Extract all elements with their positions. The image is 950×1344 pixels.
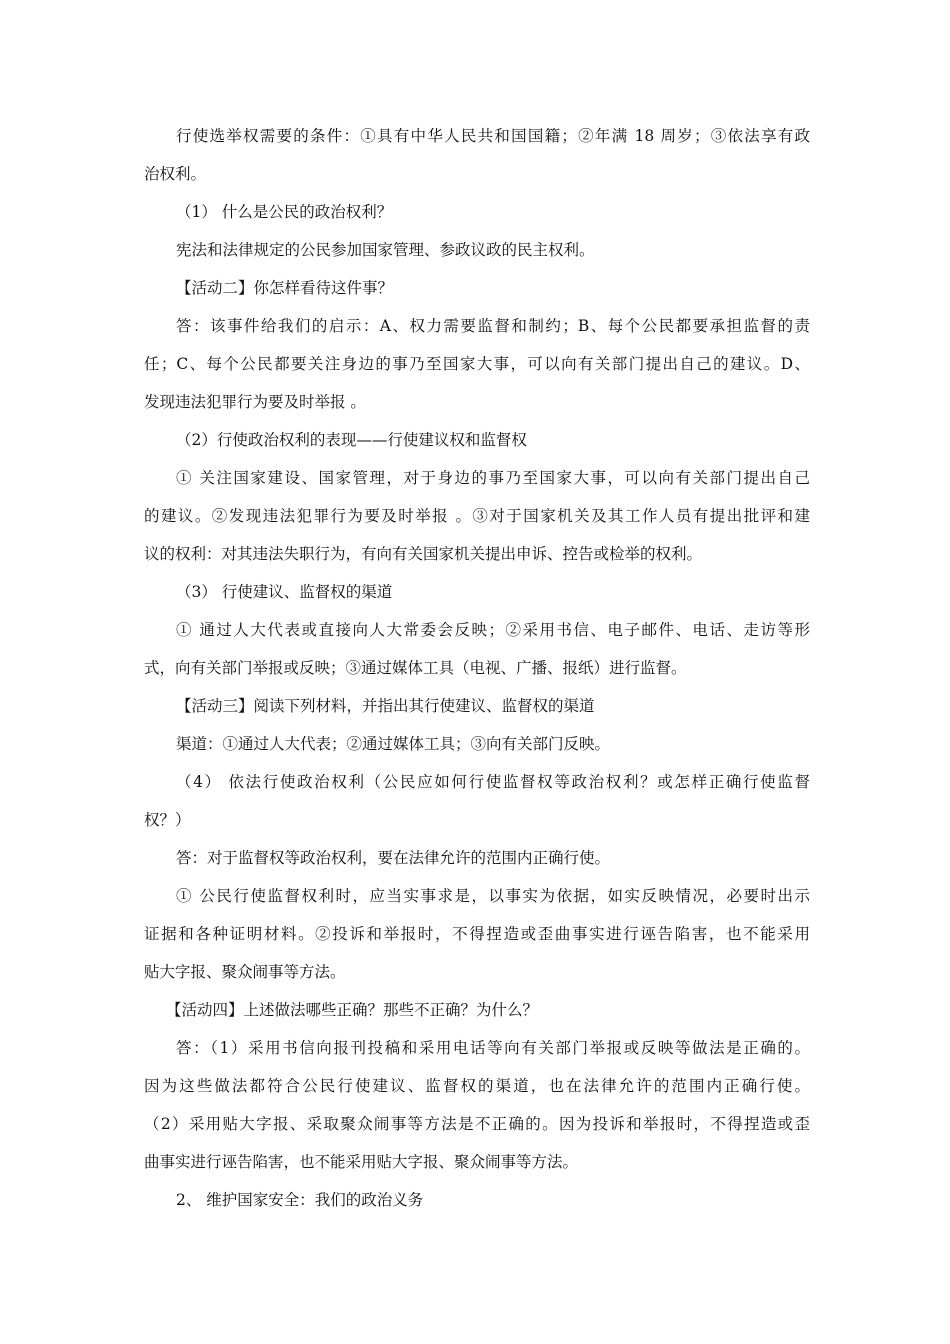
question-2-body-line-3: 议的权利：对其违法失职行为，有向有关国家机关提出申诉、控告或检举的权利。: [144, 545, 703, 563]
question-1-heading: （1） 什么是公民的政治权利？: [176, 203, 393, 221]
question-1-answer: 宪法和法律规定的公民参加国家管理、参政议政的民主权利。: [176, 241, 595, 259]
section-2-heading: 2、 维护国家安全：我们的政治义务: [176, 1191, 424, 1209]
paragraph-voting-conditions-line-1: 行使选举权需要的条件：①具有中华人民共和国国籍；②年满 18 周岁；③依法享有政: [176, 127, 810, 145]
question-3-body-line-2: 式，向有关部门举报或反映；③通过媒体工具（电视、广播、报纸）进行监督。: [144, 659, 687, 677]
question-4-heading-line-1: （4） 依法行使政治权利（公民应如何行使监督权等政治权利？或怎样正确行使监督: [176, 773, 810, 791]
question-2-heading: （2）行使政治权利的表现——行使建议权和监督权: [176, 431, 527, 449]
question-3-heading: （3） 行使建议、监督权的渠道: [176, 583, 393, 601]
activity-4-answer-line-4: 曲事实进行诬告陷害，也不能采用贴大字报、聚众闹事等方法。: [144, 1153, 579, 1171]
activity-2-answer-line-2: 任；C、每个公民都要关注身边的事乃至国家大事，可以向有关部门提出自己的建议。D、: [144, 355, 810, 373]
activity-4-answer-line-1: 答：（1）采用书信向报刊投稿和采用电话等向有关部门举报或反映等做法是正确的。: [176, 1039, 810, 1057]
activity-2-heading: 【活动二】你怎样看待这件事？: [176, 279, 394, 297]
question-4-body-line-1: ① 公民行使监督权利时，应当实事求是，以事实为依据，如实反映情况，必要时出示: [176, 887, 810, 905]
activity-3-heading: 【活动三】阅读下列材料，并指出其行使建议、监督权的渠道: [176, 697, 595, 715]
activity-2-answer-line-3: 发现违法犯罪行为要及时举报 。: [144, 393, 366, 411]
question-4-body-line-2: 证据和各种证明材料。②投诉和举报时，不得捏造或歪曲事实进行诬告陷害，也不能采用: [144, 925, 810, 943]
activity-2-answer-line-1: 答：该事件给我们的启示：A、权力需要监督和制约；B、每个公民都要承担监督的责: [176, 317, 810, 335]
document-body: [144, 117, 810, 1219]
question-2-body-line-1: ① 关注国家建设、国家管理，对于身边的事乃至国家大事，可以向有关部门提出自己: [176, 469, 810, 487]
question-3-body-line-1: ① 通过人大代表或直接向人大常委会反映；②采用书信、电子邮件、电话、走访等形: [176, 621, 810, 639]
paragraph-voting-conditions-line-2: 治权利。: [144, 165, 207, 183]
question-2-body-line-2: 的建议。②发现违法犯罪行为要及时举报 。③对于国家机关及其工作人员有提出批评和建: [144, 507, 810, 525]
question-4-heading-line-2: 权？）: [144, 811, 191, 829]
activity-3-answer: 渠道：①通过人大代表；②通过媒体工具；③向有关部门反映。: [176, 735, 611, 753]
activity-4-answer-line-3: （2）采用贴大字报、采取聚众闹事等方法是不正确的。因为投诉和举报时，不得捏造或歪: [144, 1115, 810, 1133]
activity-4-answer-line-2: 因为这些做法都符合公民行使建议、监督权的渠道，也在法律允许的范围内正确行使。: [144, 1077, 810, 1095]
question-4-answer: 答：对于监督权等政治权利，要在法律允许的范围内正确行使。: [176, 849, 611, 867]
activity-4-heading: 【活动四】上述做法哪些正确？那些不正确？为什么？: [166, 1001, 539, 1019]
question-4-body-line-3: 贴大字报、聚众闹事等方法。: [144, 963, 346, 981]
